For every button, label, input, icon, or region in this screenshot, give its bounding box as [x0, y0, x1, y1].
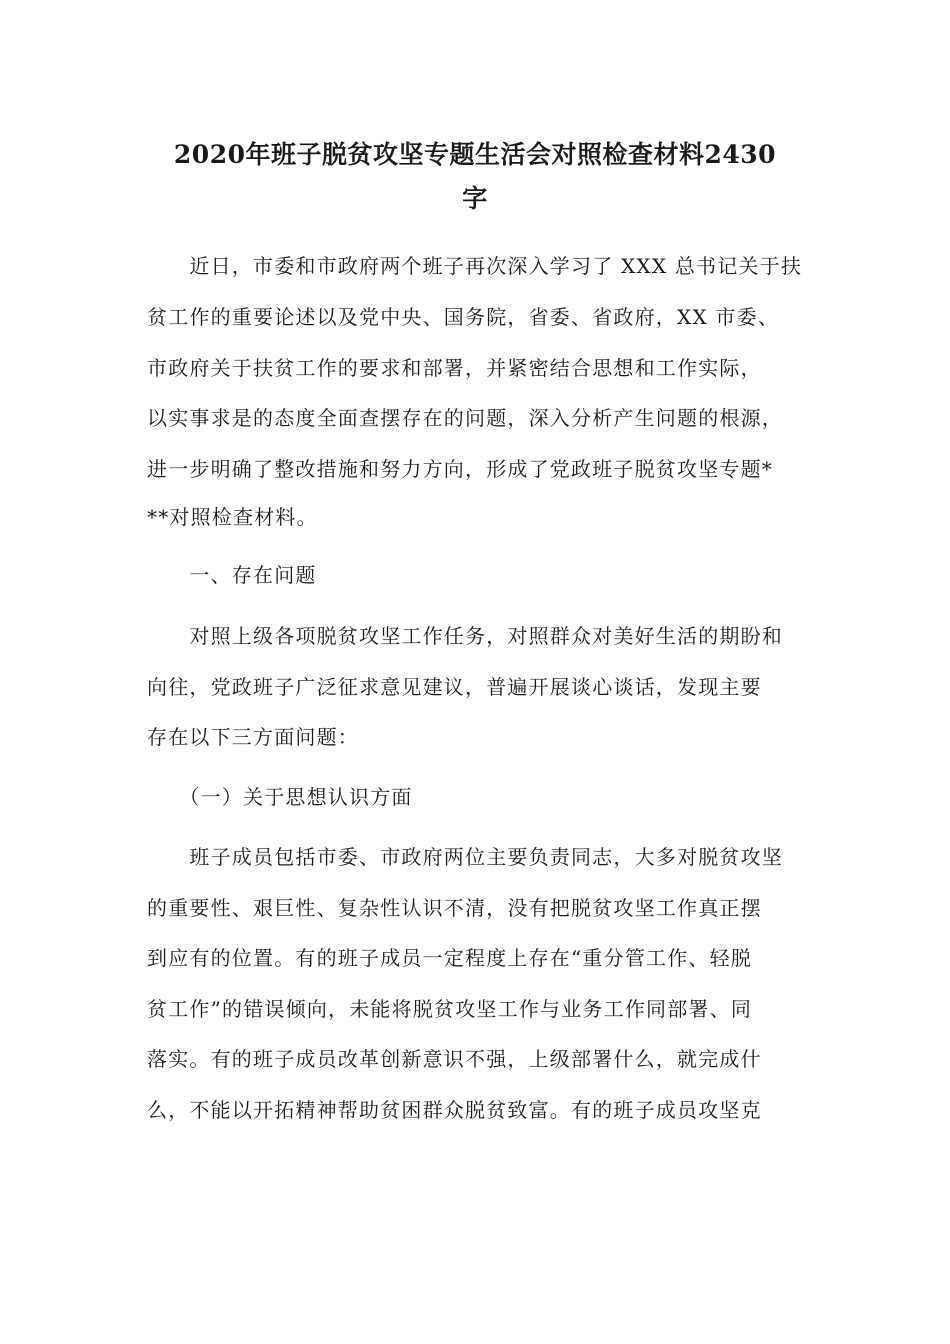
- section-heading: 一、存在问题: [147, 563, 317, 587]
- text-line: 对照上级各项脱贫攻坚工作任务，对照群众对美好生活的期盼和: [147, 624, 783, 648]
- subsection-heading: （一）关于思想认识方面: [147, 785, 413, 809]
- text-line: 市政府关于扶贫工作的要求和部署，并紧密结合思想和工作实际，: [147, 356, 762, 380]
- text-line: **对照检查材料。: [147, 505, 318, 529]
- text-line: 落实。有的班子成员改革创新意识不强，上级部署什么，就完成什: [147, 1047, 762, 1071]
- title-line-2: 字: [462, 184, 488, 213]
- title-line-1: 2020年班子脱贫攻坚专题生活会对照检查材料2430: [173, 140, 777, 169]
- text-line: 到应有的位置。有的班子成员一定程度上存在“重分管工作、轻脱: [147, 946, 753, 970]
- document-title: [120, 133, 830, 221]
- text-line: 的重要性、艰巨性、复杂性认识不清，没有把脱贫攻坚工作真正摆: [147, 896, 762, 920]
- text-line: 贫工作”的错误倾向，未能将脱贫攻坚工作与业务工作同部署、同: [147, 997, 753, 1021]
- text-line: 班子成员包括市委、市政府两位主要负责同志，大多对脱贫攻坚: [147, 845, 783, 869]
- text-line: 进一步明确了整改措施和努力方向，形成了党政班子脱贫攻坚专题*: [147, 457, 773, 481]
- text-line: 以实事求是的态度全面查摆存在的问题，深入分析产生问题的根源，: [147, 406, 783, 430]
- text-line: 存在以下三方面问题：: [147, 725, 359, 749]
- text-line: 近日，市委和市政府两个班子再次深入学习了 XXX 总书记关于扶: [147, 254, 803, 278]
- text-line: 么，不能以开拓精神帮助贫困群众脱贫致富。有的班子成员攻坚克: [147, 1098, 762, 1122]
- text-line: 贫工作的重要论述以及党中央、国务院，省委、省政府，XX 市委、: [147, 305, 780, 329]
- text-line: 向往，党政班子广泛征求意见建议，普遍开展谈心谈话，发现主要: [147, 675, 762, 699]
